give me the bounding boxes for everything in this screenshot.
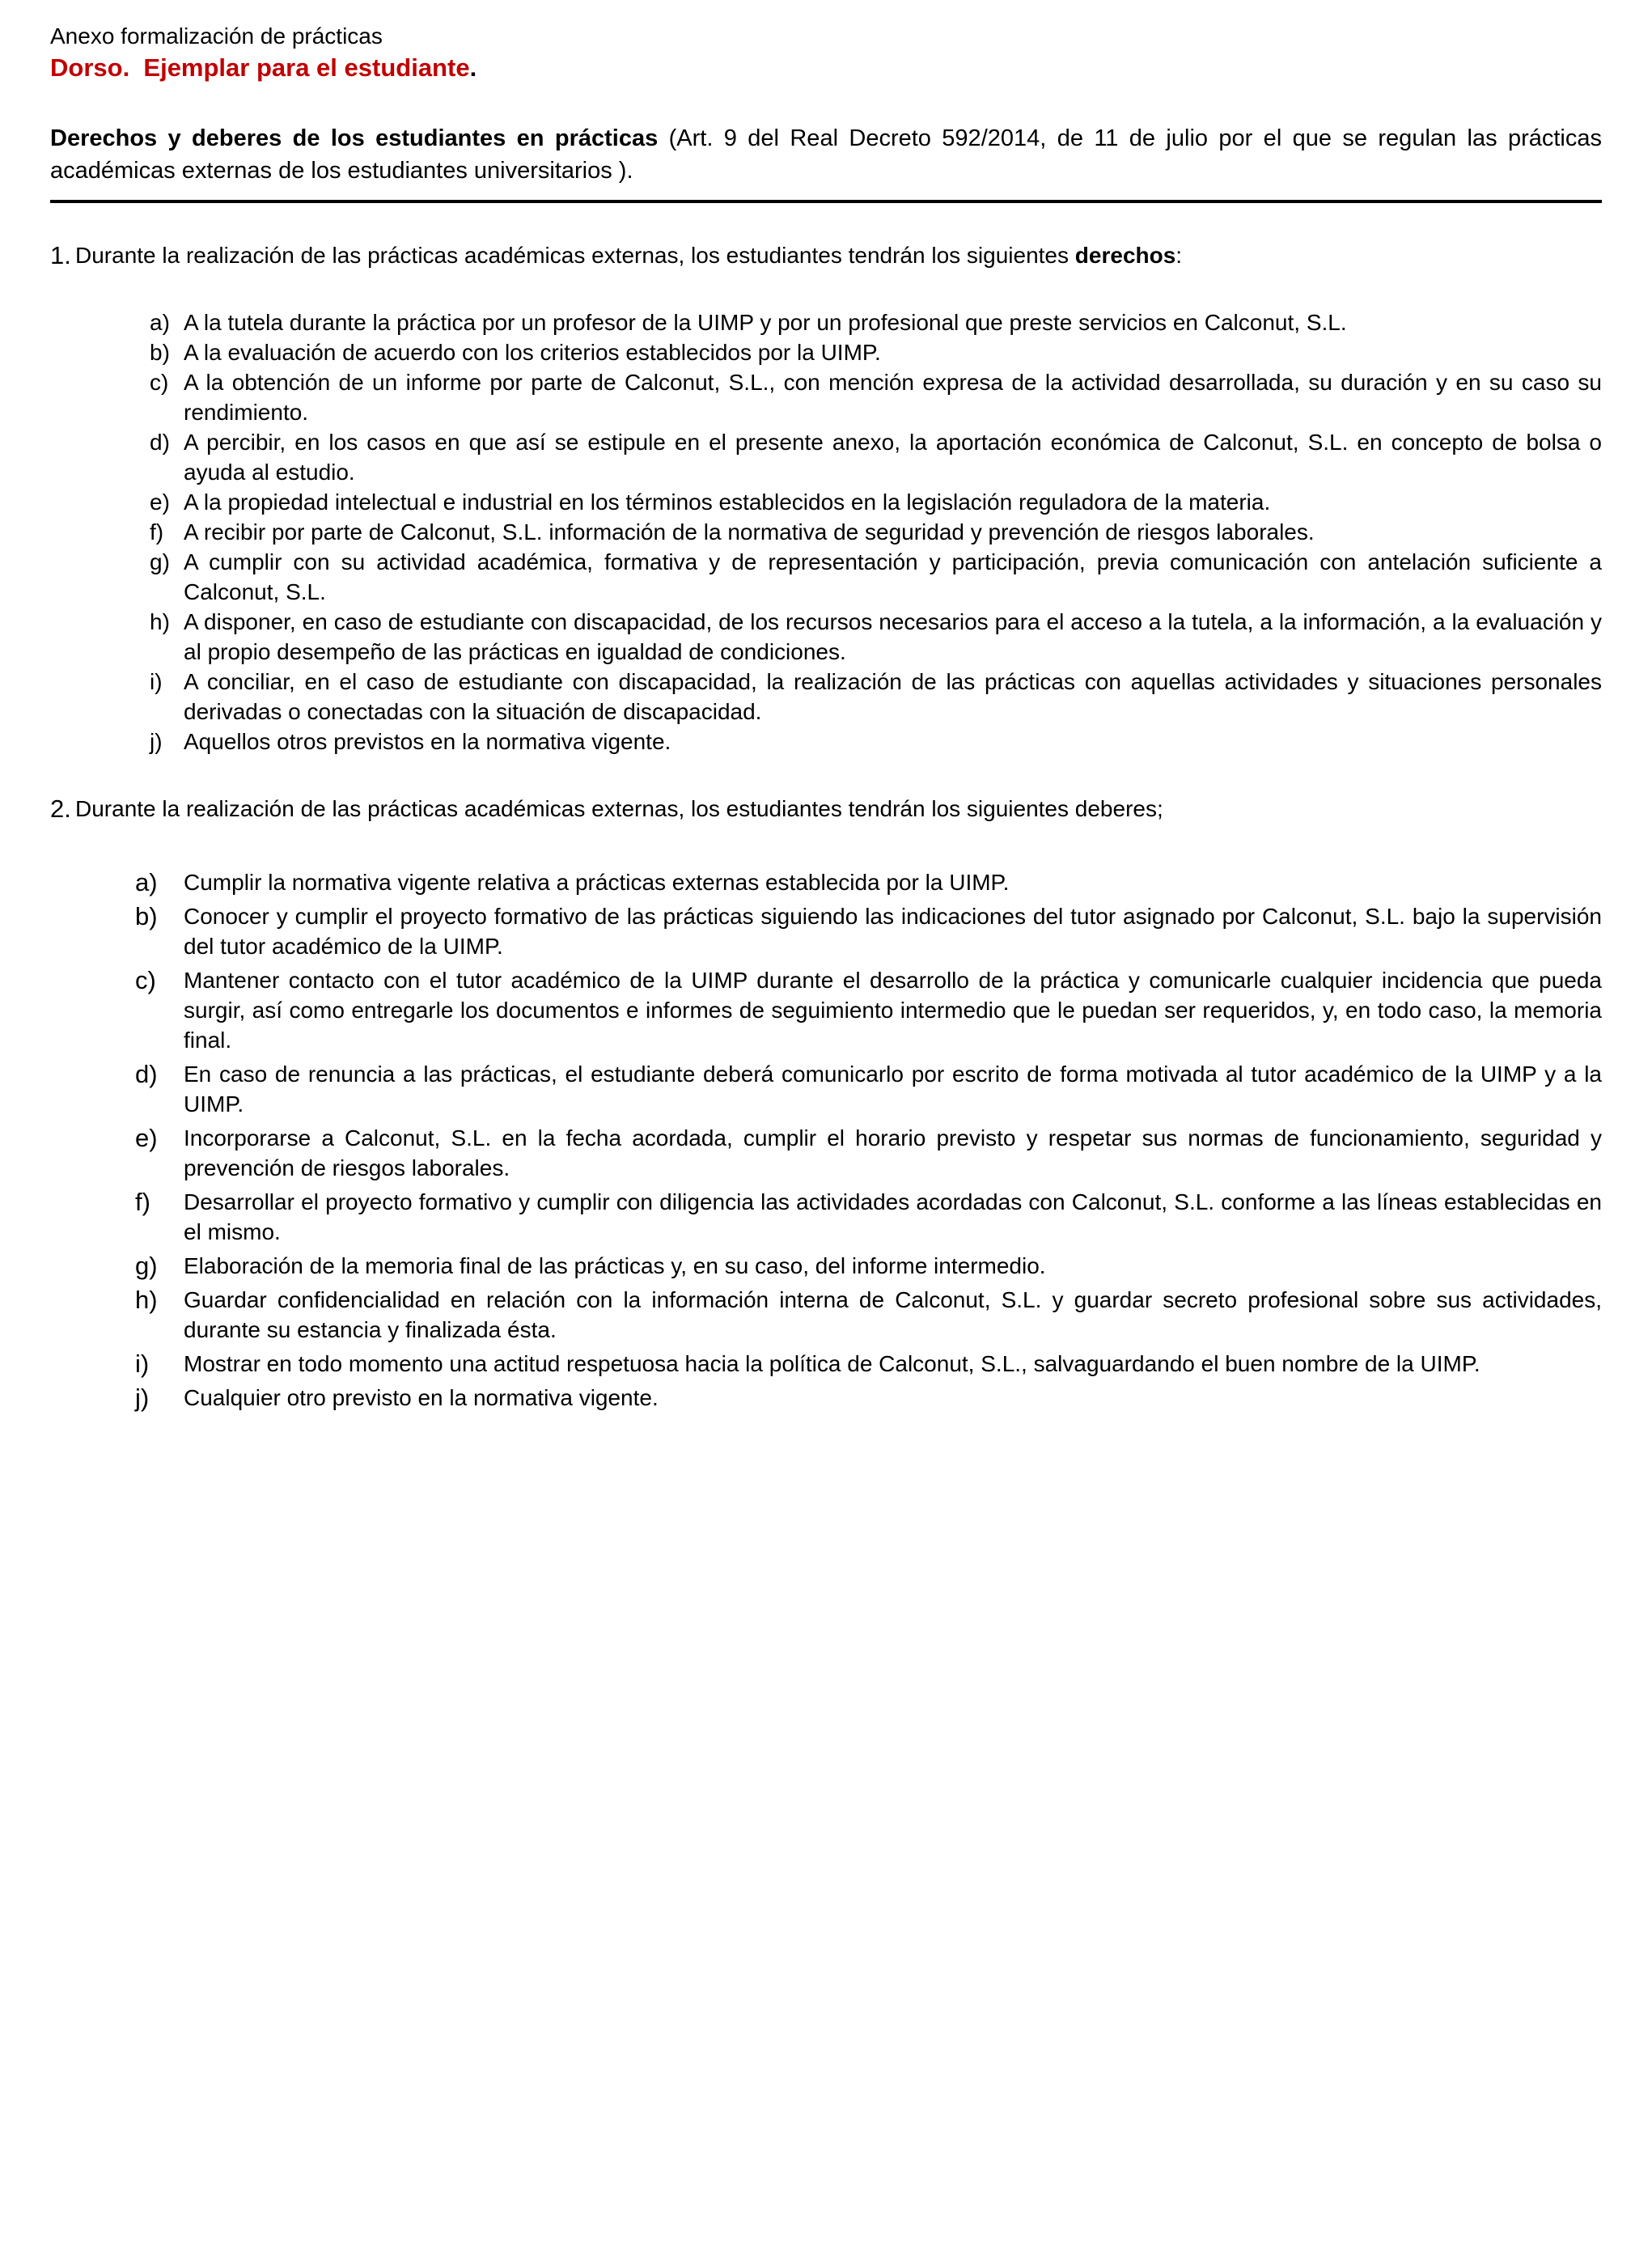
rights-list <box>150 307 1602 756</box>
item-text: A la tutela durante la práctica por un profesor de la UIMP y por un profesional que preste servicios en Calconut, S.L. <box>184 310 1347 335</box>
item-letter: e) <box>135 1124 158 1152</box>
item-text: A disponer, en caso de estudiante con discapacidad, de los recursos necesarios para el acceso a la tutela, a la información, a la evaluación y al propio desempeño de las prácticas en igualdad de condiciones. <box>184 609 1602 664</box>
list-item <box>150 337 1602 367</box>
item-text: Cumplir la normativa vigente relativa a prácticas externas establecida por la UIMP. <box>184 870 1010 895</box>
list-item <box>150 547 1602 607</box>
item-letter: j) <box>135 1384 150 1412</box>
section-number: 1. <box>50 241 71 269</box>
item-text: Mostrar en todo momento una actitud respetuosa hacia la política de Calconut, S.L., salvaguardando el buen nombre de la UIMP. <box>184 1351 1480 1376</box>
item-text: A recibir por parte de Calconut, S.L. información de la normativa de seguridad y prevención de riesgos laborales. <box>184 519 1315 545</box>
item-letter: a) <box>150 310 170 335</box>
list-item <box>135 1383 1602 1413</box>
item-text: Mantener contacto con el tutor académico de la UIMP durante el desarrollo de la práctica y comunicarle cualquier incidencia que pueda surgir, así como entregarle los documentos e informes de seguimiento intermedio que le puedan ser requeridos, y, en todo caso, la memoria final. <box>184 968 1602 1053</box>
item-text: A percibir, en los casos en que así se estipule en el presente anexo, la aportación económica de Calconut, S.L. en concepto de bolsa o ayuda al estudio. <box>184 430 1602 485</box>
item-letter: j) <box>150 729 163 754</box>
section-rights-heading <box>50 240 1602 270</box>
item-text: A la propiedad intelectual e industrial en los términos establecidos en la legislación reguladora de la materia. <box>184 489 1271 515</box>
item-letter: e) <box>150 489 170 515</box>
doc-type-line: Anexo formalización de prácticas <box>50 23 383 49</box>
section-intro-prefix: Durante la realización de las prácticas académicas externas, los estudiantes tendrán los siguientes <box>75 243 1075 268</box>
section-intro <box>75 794 1602 824</box>
item-letter: b) <box>135 902 158 930</box>
item-text: Guardar confidencialidad en relación con la información interna de Calconut, S.L. y guardar secreto profesional sobre sus actividades, durante su estancia y finalizada ésta. <box>184 1287 1602 1342</box>
item-letter: b) <box>150 340 170 365</box>
item-text: Desarrollar el proyecto formativo y cumplir con diligencia las actividades acordadas con Calconut, S.L. conforme a las líneas establecidas en el mismo. <box>184 1189 1602 1244</box>
item-letter: d) <box>135 1060 158 1088</box>
item-letter: f) <box>150 519 164 545</box>
item-text: Cualquier otro previsto en la normativa vigente. <box>184 1385 659 1410</box>
item-letter: a) <box>135 868 158 896</box>
list-item <box>135 901 1602 961</box>
item-text: Incorporarse a Calconut, S.L. en la fecha acordada, cumplir el horario previsto y respetar sus normas de funcionamiento, seguridad y prevención de riesgos laborales. <box>184 1125 1602 1180</box>
section-intro-bold: derechos <box>1074 243 1176 268</box>
item-letter: i) <box>135 1350 150 1378</box>
list-item <box>150 667 1602 727</box>
section-intro-suffix: : <box>1175 243 1183 268</box>
list-item <box>135 1349 1602 1379</box>
doc-title-rest: (Art. 9 del Real Decreto 592/2014, de 11 de julio por el que se regulan las prácticas académicas externas de los estudiantes universitarios ). <box>50 125 1603 184</box>
list-item <box>150 427 1602 487</box>
list-item <box>135 1187 1602 1247</box>
list-item <box>150 517 1602 547</box>
list-item <box>150 727 1602 756</box>
doc-title-bold: Derechos y deberes de los estudiantes en prácticas <box>50 125 659 151</box>
item-letter: c) <box>135 966 156 994</box>
section-duties-heading <box>50 794 1602 824</box>
item-text: A conciliar, en el caso de estudiante con discapacidad, la realización de las prácticas con aquellas actividades y situaciones personales derivadas o conectadas con la situación de discapacidad. <box>184 669 1602 724</box>
item-text: A cumplir con su actividad académica, formativa y de representación y participación, previa comunicación con antelación suficiente a Calconut, S.L. <box>184 549 1602 604</box>
copy-line-period: . <box>469 53 477 82</box>
section-rights <box>50 240 1602 756</box>
item-letter: f) <box>135 1188 150 1216</box>
item-text: Aquellos otros previstos en la normativa vigente. <box>184 729 671 754</box>
section-intro-prefix: Durante la realización de las prácticas académicas externas, los estudiantes tendrán los siguientes deberes; <box>75 796 1163 821</box>
item-letter: h) <box>135 1286 158 1314</box>
list-item <box>135 965 1602 1055</box>
separator-rule <box>50 200 1602 203</box>
item-text: Conocer y cumplir el proyecto formativo de las prácticas siguiendo las indicaciones del tutor asignado por Calconut, S.L. bajo la supervisión del tutor académico de la UIMP. <box>184 904 1602 959</box>
copy-for-student-red-text: Dorso. Ejemplar para el estudiante <box>50 53 470 82</box>
list-item <box>135 867 1602 897</box>
list-item <box>135 1059 1602 1119</box>
item-letter: d) <box>150 430 170 455</box>
item-letter: i) <box>150 669 163 694</box>
duties-list <box>135 867 1602 1413</box>
item-letter: c) <box>150 370 169 395</box>
list-item <box>150 607 1602 667</box>
item-text: A la evaluación de acuerdo con los criterios establecidos por la UIMP. <box>184 340 881 365</box>
item-text: Elaboración de la memoria final de las prácticas y, en su caso, del informe intermedio. <box>184 1253 1046 1278</box>
list-item <box>150 487 1602 517</box>
copy-for-student-line <box>50 51 1602 84</box>
item-text: A la obtención de un informe por parte de Calconut, S.L., con mención expresa de la actividad desarrollada, su duración y en su caso su rendimiento. <box>184 370 1602 425</box>
item-text: En caso de renuncia a las prácticas, el estudiante deberá comunicarlo por escrito de forma motivada al tutor académico de la UIMP y a la UIMP. <box>184 1062 1602 1117</box>
item-letter: g) <box>135 1252 158 1280</box>
section-intro <box>75 240 1602 270</box>
list-item <box>150 367 1602 427</box>
list-item <box>135 1251 1602 1281</box>
item-letter: g) <box>150 549 170 574</box>
section-number: 2. <box>50 795 71 823</box>
doc-title <box>50 122 1602 187</box>
list-item <box>150 307 1602 337</box>
section-duties <box>50 794 1602 1413</box>
item-letter: h) <box>150 609 170 634</box>
list-item <box>135 1123 1602 1183</box>
list-item <box>135 1285 1602 1345</box>
